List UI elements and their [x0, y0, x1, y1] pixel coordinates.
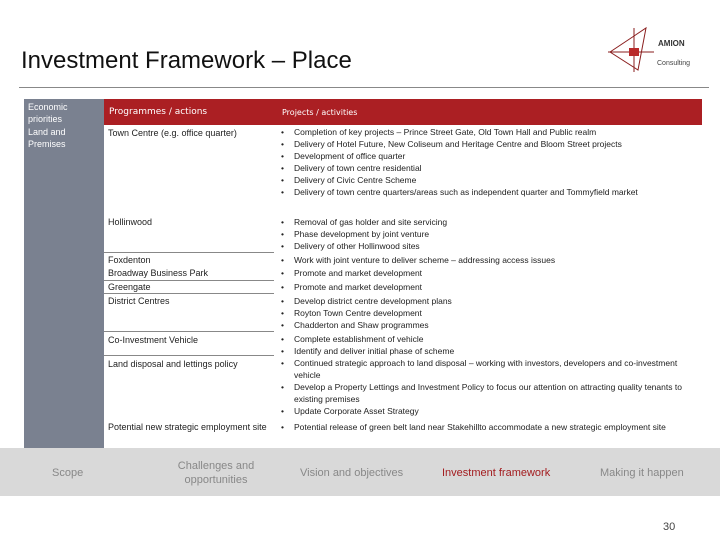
logo-brand-text: AMION [658, 39, 685, 48]
list-item: • Phase development by joint venture [280, 228, 702, 240]
list-item: • Development of office quarter [280, 150, 702, 162]
projects-greengate [280, 281, 702, 293]
row-divider [104, 331, 274, 332]
nav-scope[interactable]: Scope [52, 467, 84, 479]
programme-hollinwood: Hollinwood [108, 217, 153, 227]
economic-priorities-header: Economic priorities [28, 102, 68, 124]
logo-sub-text: Consulting [657, 60, 691, 67]
list-item: • Update Corporate Asset Strategy [280, 405, 702, 417]
title-divider [19, 87, 709, 88]
projects-foxdenton [280, 254, 702, 266]
programme-greengate: Greengate [108, 282, 151, 292]
list-item: • Royton Town Centre development [280, 307, 702, 319]
list-item: • Delivery of Civic Centre Scheme [280, 174, 702, 186]
projects-hollinwood [280, 216, 702, 252]
nav-vision-objectives[interactable]: Vision and objectives [300, 467, 404, 479]
projects-town-centre [280, 126, 702, 198]
list-item: • Chadderton and Shaw programmes [280, 319, 702, 331]
projects-header: Projects / activities [282, 108, 358, 117]
page-title: Investment Framework – Place [21, 47, 352, 74]
list-item: • Continued strategic approach to land disposal – working with investors, developers and co-investment vehicle [280, 357, 702, 381]
economic-priorities-column [24, 99, 104, 448]
projects-strategic-employment-site [280, 421, 702, 433]
list-item: • Delivery of town centre residential [280, 162, 702, 174]
programme-broadway-business-park: Broadway Business Park [108, 268, 209, 278]
projects-broadway [280, 267, 702, 279]
programme-foxdenton: Foxdenton [108, 255, 151, 265]
list-item: • Identify and deliver initial phase of scheme [280, 345, 702, 357]
programme-district-centres: District Centres [108, 296, 170, 306]
nav-investment-framework[interactable]: Investment framework [442, 467, 551, 479]
programme-land-disposal: Land disposal and lettings policy [108, 359, 238, 369]
list-item: • Removal of gas holder and site servicing [280, 216, 702, 228]
nav-making-it-happen[interactable]: Making it happen [600, 467, 684, 479]
list-item: • Develop district centre development plans [280, 295, 702, 307]
programme-town-centre: Town Centre (e.g. office quarter) [108, 128, 237, 138]
row-divider [104, 252, 274, 253]
list-item: • Promote and market development [280, 281, 702, 293]
programme-co-investment-vehicle: Co-Investment Vehicle [108, 335, 199, 345]
land-premises-label: Land and Premises [28, 127, 66, 149]
list-item: • Work with joint venture to deliver scheme – addressing access issues [280, 254, 702, 266]
projects-co-investment [280, 333, 702, 357]
row-divider [104, 355, 274, 356]
projects-district-centres [280, 295, 702, 331]
list-item: • Completion of key projects – Prince Street Gate, Old Town Hall and Public realm [280, 126, 702, 138]
list-item: • Complete establishment of vehicle [280, 333, 702, 345]
list-item: • Delivery of town centre quarters/areas such as independent quarter and Tommyfield market [280, 186, 702, 198]
list-item: • Potential release of green belt land near Stakehillto accommodate a new strategic employment site [280, 421, 702, 433]
row-divider [104, 293, 274, 294]
table-header [104, 99, 702, 125]
list-item: • Delivery of Hotel Future, New Coliseum and Heritage Centre and Bloom Street projects [280, 138, 702, 150]
page-number: 30 [663, 521, 676, 533]
projects-land-disposal [280, 357, 702, 417]
nav-challenges-opportunities[interactable]: Challenges and opportunities [177, 460, 255, 486]
list-item: • Delivery of other Hollinwood sites [280, 240, 702, 252]
list-item: • Promote and market development [280, 267, 702, 279]
programmes-header: Programmes / actions [109, 107, 208, 117]
programme-strategic-employment-site: Potential new strategic employment site [108, 422, 267, 432]
investment-table [24, 99, 702, 448]
amion-logo [608, 24, 708, 74]
list-item: • Develop a Property Lettings and Investment Policy to focus our attention on attracting quality tenants to existing premises [280, 381, 702, 405]
